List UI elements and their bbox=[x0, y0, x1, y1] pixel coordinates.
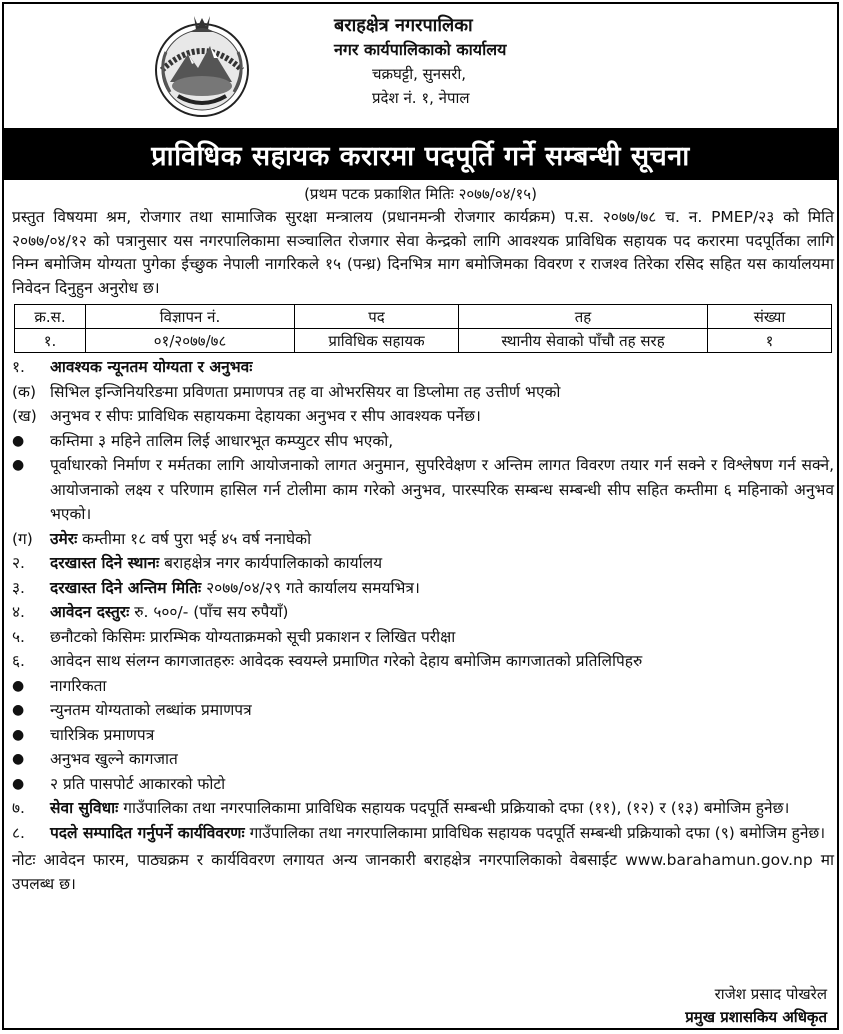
list-item bbox=[12, 355, 834, 380]
signatory-designation: प्रमुख प्रशासकिय अधिकृत bbox=[685, 1008, 827, 1026]
vacancy-table bbox=[14, 304, 832, 353]
table-header-row bbox=[15, 305, 832, 329]
bullet-item bbox=[12, 747, 834, 772]
document-item: चारित्रिक प्रमाणपत्र bbox=[50, 725, 155, 744]
notice-body bbox=[12, 206, 834, 896]
table-cell: प्राविधिक सहायक bbox=[295, 329, 459, 353]
letterhead bbox=[4, 4, 837, 124]
item-text-wrap bbox=[50, 527, 834, 552]
list-item bbox=[12, 821, 834, 846]
item-text-wrap bbox=[50, 796, 834, 821]
bullet-icon: ● bbox=[12, 432, 25, 449]
item-number: ८. bbox=[12, 823, 25, 842]
item-text-wrap bbox=[50, 551, 834, 576]
item-text: सिभिल इन्जिनियरिङमा प्रविणता प्रमाणपत्र तह वा ओभरसियर वा डिप्लोमा तह उत्तीर्ण भएको bbox=[50, 382, 561, 401]
table-cell: १ bbox=[708, 329, 832, 353]
item-label: दरखास्त दिने अन्तिम मितिः bbox=[50, 578, 202, 597]
item-text: कम्तिमा ३ महिने तालिम लिई आधारभूत कम्प्युटर सीप भएको, bbox=[50, 431, 394, 450]
item-label: उमेरः bbox=[50, 529, 78, 548]
item-number: १. bbox=[12, 358, 25, 376]
organization-block bbox=[334, 14, 654, 110]
list-item bbox=[12, 625, 834, 650]
table-header-cell: पद bbox=[295, 305, 459, 329]
website-note: नोटः आवेदन फारम, पाठ्यक्रम र कार्यविवरण लगायत अन्य जानकारी बराहक्षेत्र नगरपालिकाको वेबसाईट www.barahamun.gov.np मा उपलब्ध छ। bbox=[12, 851, 834, 893]
table-header-cell: संख्या bbox=[708, 305, 832, 329]
notice-title: प्राविधिक सहायक करारमा पदपूर्ति गर्ने सम्बन्धी सूचना bbox=[4, 128, 837, 180]
bullet-item bbox=[12, 453, 834, 527]
item-number: (ख) bbox=[12, 407, 37, 425]
item-number: २. bbox=[12, 554, 25, 572]
item-label: सेवा सुविधाः bbox=[50, 799, 119, 817]
bullet-item bbox=[12, 698, 834, 723]
list-item bbox=[12, 551, 834, 576]
document-item: २ प्रति पासपोर्ट आकारको फोटो bbox=[50, 774, 226, 793]
address-line-2: प्रदेश नं. १, नेपाल bbox=[372, 89, 470, 107]
item-text: गाउँपालिका तथा नगरपालिकामा प्राविधिक सहायक पदपूर्ति सम्बन्धी प्रक्रियाको दफा (९) बमोजिम हुनेछ। bbox=[244, 823, 826, 842]
item-number: ५. bbox=[12, 627, 25, 646]
bullet-icon: ● bbox=[12, 775, 25, 792]
list-item bbox=[12, 649, 834, 674]
signatory-name: राजेश प्रसाद पोखरेल bbox=[714, 985, 827, 1003]
document-item: अनुभव खुल्ने कागजात bbox=[50, 750, 178, 768]
item-number: ७. bbox=[12, 799, 25, 817]
item-text-wrap bbox=[50, 600, 834, 625]
list-item bbox=[12, 576, 834, 601]
item-text: पूर्वाधारको निर्माण र मर्मतका लागि आयोजनाको लागत अनुमान, सुपरिवेक्षण र अन्तिम लागत विवरण तयार गर्न सक्ने र विश्लेषण गर्न सक्ने, आयोजनाको लक्ष्य र परिणाम हासिल गर्न टोलीमा काम गरेको अनुभव, पारस्परिक सम्बन्ध सम्बन्धी सीप सहित कम्तीमा ६ महिनाको अनुभव भएको। bbox=[50, 456, 834, 523]
item-text: छनौटको किसिमः प्रारम्भिक योग्यताक्रमको सूची प्रकाशन र लिखित परीक्षा bbox=[50, 627, 456, 646]
list-item bbox=[12, 600, 834, 625]
item-heading: आवश्यक न्यूनतम योग्यता र अनुभवः bbox=[50, 358, 253, 376]
government-emblem-icon bbox=[148, 12, 256, 120]
office-name: नगर कार्यपालिकाको कार्यालय bbox=[334, 40, 507, 59]
list-item bbox=[12, 380, 834, 405]
item-text-wrap bbox=[50, 576, 834, 601]
bullet-item bbox=[12, 674, 834, 699]
item-text: गाउँपालिका तथा नगरपालिकामा प्राविधिक सहायक पदपूर्ति सम्बन्धी प्रक्रियाको दफा (११), (१२) र (१३) बमोजिम हुनेछ। bbox=[118, 799, 790, 817]
document-item: न्युनतम योग्यताको लब्धांक प्रमाणपत्र bbox=[50, 701, 252, 719]
item-text: आवेदन साथ संलग्न कागजातहरुः आवेदक स्वयम्ले प्रमाणित गरेको देहाय बमोजिम कागजातको प्रतिलिपिहरु bbox=[50, 652, 643, 670]
item-number: ३. bbox=[12, 578, 25, 597]
item-number: ६. bbox=[12, 652, 25, 670]
item-label: आवेदन दस्तुरः bbox=[50, 603, 130, 621]
item-text: रु. ५००/- (पाँच सय रुपैयाँ) bbox=[129, 603, 289, 621]
item-number: ४. bbox=[12, 603, 25, 621]
bullet-item bbox=[12, 429, 834, 454]
list-item bbox=[12, 527, 834, 552]
item-text-wrap bbox=[50, 821, 834, 846]
published-date: (प्रथम पटक प्रकाशित मितिः २०७७/०४/१५) bbox=[304, 185, 537, 203]
notice-frame bbox=[2, 2, 839, 1030]
table-header-cell: क्र.स. bbox=[15, 305, 86, 329]
item-text: अनुभव र सीपः प्राविधिक सहायकमा देहायका अनुभव र सीप आवश्यक पर्नेछ। bbox=[50, 407, 481, 425]
bullet-item bbox=[12, 772, 834, 797]
table-header-cell: तह bbox=[459, 305, 708, 329]
list-item bbox=[12, 796, 834, 821]
bullet-icon: ● bbox=[12, 751, 25, 767]
item-number: (क) bbox=[12, 382, 36, 401]
organization-name: बराहक्षेत्र नगरपालिका bbox=[334, 15, 473, 36]
document-item: नागरिकता bbox=[50, 676, 107, 695]
bullet-icon: ● bbox=[12, 677, 25, 694]
bullet-icon: ● bbox=[12, 702, 25, 718]
table-cell: स्थानीय सेवाको पाँचौ तह सरह bbox=[459, 329, 708, 353]
address-line-1: चक्रघट्टी, सुनसरी, bbox=[372, 65, 467, 83]
intro-paragraph: प्रस्तुत विषयमा श्रम, रोजगार तथा सामाजिक सुरक्षा मन्त्रालय (प्रधानमन्त्री रोजगार कार्यक्रम) प.स. २०७७/७८ च. न. PMEP/२३ को मिति २०७७/०४/१२ को पत्रानुसार यस नगरपालिकामा सञ्चालित रोजगार सेवा केन्द्रको लागि आवश्यक प्राविधिक सहायक पद करारमा पदपूर्तिका लागि निम्न बमोजिम योग्यता पुगेका ईच्छुक नेपाली नागरिकले १५ (पन्ध्र) दिनभित्र माग बमोजिमका विवरण र राजश्व तिरेका रसिद सहित यस कार्यालयमा निवेदन दिनुहुन अनुरोध छ। bbox=[12, 208, 834, 297]
table-cell: १. bbox=[15, 329, 86, 353]
table-header-cell: विज्ञापन नं. bbox=[86, 305, 295, 329]
item-label: दरखास्त दिने स्थानः bbox=[50, 554, 160, 572]
bullet-item bbox=[12, 723, 834, 748]
item-text: बराहक्षेत्र नगर कार्यपालिकाको कार्यालय bbox=[159, 554, 383, 572]
table-row bbox=[15, 329, 832, 353]
bullet-icon: ● bbox=[12, 726, 25, 743]
table-cell: ०१/२०७७/७८ bbox=[86, 329, 295, 353]
list-item bbox=[12, 404, 834, 429]
item-text: २०७७/०४/२९ गते कार्यालय समयभित्र। bbox=[201, 578, 420, 597]
item-label: पदले सम्पादित गर्नुपर्ने कार्यविवरणः bbox=[50, 823, 245, 842]
bullet-icon: ● bbox=[12, 457, 25, 473]
item-text: कम्तीमा १८ वर्ष पुरा भई ४५ वर्ष ननाघेको bbox=[77, 529, 312, 548]
item-number: (ग) bbox=[12, 529, 33, 548]
